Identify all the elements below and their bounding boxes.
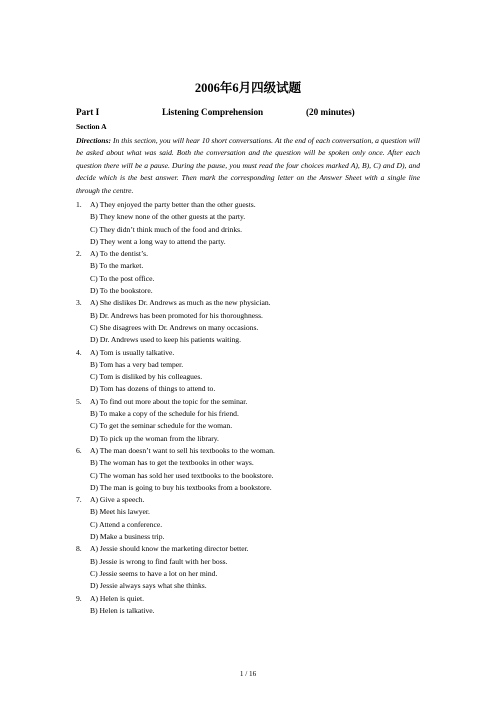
part-name: Listening Comprehension — [162, 107, 264, 117]
answer-option: C) They didn’t think much of the food and drinks. — [90, 224, 242, 234]
question-number: 7. — [76, 495, 82, 505]
answer-option: A) Jessie should know the marketing director better. — [90, 544, 249, 554]
section-heading: Section A — [76, 122, 107, 131]
page-title: 2006年6月四级试题 — [194, 81, 302, 95]
directions-paragraph — [76, 135, 420, 197]
answer-option: B) They knew none of the other guests at the party. — [90, 212, 246, 222]
answer-option: D) The man is going to buy his textbooks from a bookstore. — [90, 482, 272, 492]
page-number: 1 / 16 — [239, 670, 257, 678]
answer-option: A) Give a speech. — [90, 495, 145, 505]
answer-option: A) They enjoyed the party better than the other guests. — [90, 200, 256, 209]
question-item — [76, 199, 420, 248]
question-number: 8. — [76, 544, 82, 554]
answer-option: B) Meet his lawyer. — [90, 507, 150, 517]
answer-option: A) To the dentist’s. — [90, 249, 148, 259]
answer-option: D) To the bookstore. — [90, 286, 153, 296]
answer-option: C) To get the seminar schedule for the woman. — [90, 421, 233, 431]
question-number: 1. — [76, 200, 82, 209]
part-heading — [76, 107, 355, 117]
question-item — [76, 396, 420, 445]
answer-option: C) She disagrees with Dr. Andrews on many occasions. — [90, 322, 259, 332]
question-item — [76, 494, 420, 543]
answer-option: C) Tom is disliked by his colleagues. — [90, 372, 203, 382]
answer-option: A) She dislikes Dr. Andrews as much as the new physician. — [90, 298, 271, 308]
answer-option: B) To the market. — [90, 261, 144, 271]
part-time: (20 minutes) — [306, 107, 355, 117]
answer-option: B) Jessie is wrong to find fault with her boss. — [90, 556, 228, 566]
question-item — [76, 543, 420, 592]
answer-option: C) To the post office. — [90, 273, 155, 283]
answer-option: D) To pick up the woman from the library. — [90, 433, 219, 443]
answer-option: B) The woman has to get the textbooks in other ways. — [90, 458, 254, 468]
answer-option: B) Helen is talkative. — [90, 605, 155, 615]
answer-option: D) They went a long way to attend the party. — [90, 236, 226, 246]
question-number: 5. — [76, 396, 82, 406]
question-number: 9. — [76, 593, 82, 603]
question-list — [76, 199, 420, 617]
answer-option: D) Dr. Andrews used to keep his patients waiting. — [90, 335, 242, 345]
answer-option: D) Jessie always says what she thinks. — [90, 581, 207, 591]
answer-option: A) The man doesn’t want to sell his textbooks to the woman. — [90, 445, 275, 455]
answer-option: C) Jessie seems to have a lot on her mind. — [90, 568, 218, 578]
question-item — [76, 297, 420, 346]
part-label: Part I — [76, 107, 100, 117]
answer-option: C) The woman has sold her used textbooks to the bookstore. — [90, 470, 274, 480]
question-item — [76, 593, 420, 618]
question-item — [76, 248, 420, 297]
question-item — [76, 347, 420, 396]
answer-option: D) Tom has dozens of things to attend to. — [90, 384, 216, 394]
answer-option: A) Tom is usually talkative. — [90, 347, 175, 357]
question-number: 2. — [76, 249, 82, 259]
answer-option: B) Tom has a very bad temper. — [90, 359, 184, 369]
answer-option: C) Attend a conference. — [90, 519, 163, 529]
directions-label: Directions: — [76, 136, 112, 145]
question-number: 3. — [76, 298, 82, 308]
answer-option: A) To find out more about the topic for the seminar. — [90, 396, 248, 406]
answer-option: D) Make a business trip. — [90, 532, 165, 542]
answer-option: A) Helen is quiet. — [90, 593, 144, 603]
answer-option: B) Dr. Andrews has been promoted for his thoroughness. — [90, 310, 263, 320]
question-item — [76, 445, 420, 494]
question-number: 6. — [76, 445, 82, 455]
question-number: 4. — [76, 347, 82, 357]
answer-option: B) To make a copy of the schedule for his friend. — [90, 409, 239, 419]
directions-text: In this section, you will hear 10 short conversations. At the end of each conversation, a question will be asked about what was said. Both the conversation and the question will be spoken only once. After each question there will be a pause. During the pause, you must read the four choices marked A), B), C) and D), and decide which is the best answer. Then mark the corresponding letter on the Answer Sheet with a single line through the centre. — [76, 136, 420, 195]
